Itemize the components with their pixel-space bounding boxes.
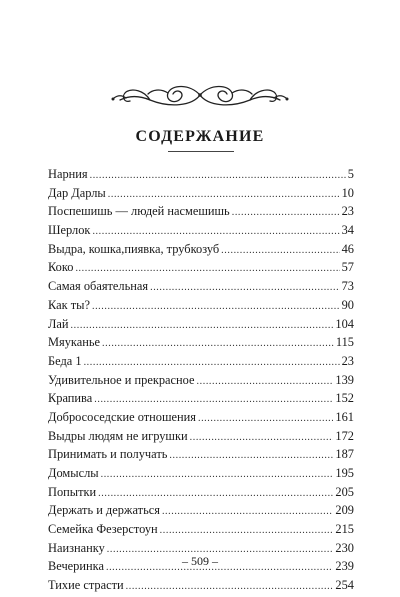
toc-entry[interactable] (48, 501, 354, 520)
dot-leader (162, 503, 333, 522)
toc-entry[interactable] (48, 296, 354, 315)
toc-entry-title: Лай (48, 316, 69, 331)
toc-entry-title: Как ты? (48, 297, 90, 312)
dot-leader (169, 447, 333, 466)
toc-entry[interactable] (48, 427, 354, 446)
dot-leader (160, 522, 334, 541)
toc-entry[interactable] (48, 202, 354, 221)
toc-entry-title: Домыслы (48, 466, 99, 480)
toc-entry[interactable] (48, 389, 354, 408)
toc-entry[interactable] (48, 352, 354, 371)
toc-entry[interactable] (48, 483, 354, 502)
toc-entry[interactable] (48, 464, 354, 483)
dot-leader (102, 335, 334, 354)
toc-entry-title: Добрососедские отношения (48, 409, 196, 424)
dot-leader (190, 429, 334, 448)
toc-entry-page: 254 (335, 578, 354, 593)
dot-leader (198, 410, 333, 429)
toc-entry-title: Мяуканье (48, 335, 101, 350)
dot-leader (71, 317, 334, 336)
toc-entry-page: 46 (341, 241, 354, 256)
toc-entry-title: Выдры людям не игрушки (48, 428, 188, 443)
table-of-contents (48, 165, 354, 595)
toc-entry-page: 10 (341, 185, 354, 200)
toc-entry-page: 187 (335, 447, 354, 462)
toc-entry-title: Нарния (48, 167, 88, 181)
toc-entry-page: 161 (335, 409, 354, 424)
dot-leader (126, 578, 334, 597)
toc-entry-page: 195 (335, 466, 354, 480)
toc-entry-title: Наизнанку (48, 540, 105, 555)
toc-entry-page: 152 (335, 391, 354, 406)
toc-entry-page: 23 (341, 353, 354, 368)
dot-leader (92, 298, 340, 317)
toc-entry[interactable] (48, 445, 354, 464)
toc-entry[interactable] (48, 333, 354, 352)
toc-entry-page: 90 (341, 297, 354, 312)
toc-entry[interactable] (48, 221, 354, 240)
toc-entry-page: 239 (335, 559, 354, 574)
toc-entry-title: Крапива (48, 391, 93, 406)
toc-entry-page: 104 (335, 316, 354, 331)
toc-entry-title: Семейка Фезерстоун (48, 522, 158, 537)
toc-entry-title: Принимать и получать (48, 447, 168, 462)
dot-leader (232, 204, 340, 223)
toc-entry-page: 73 (341, 279, 354, 294)
toc-entry-page: 34 (341, 223, 354, 238)
dot-leader (221, 242, 339, 261)
toc-entry-page: 172 (335, 428, 354, 443)
toc-entry-page: 139 (335, 372, 354, 387)
dot-leader (197, 373, 334, 392)
toc-entry-title: Шерлок (48, 223, 91, 238)
dot-leader (101, 466, 334, 485)
toc-entry[interactable] (48, 240, 354, 259)
toc-entry-title: Выдра, кошка,пиявка, трубкозуб (48, 241, 220, 256)
flourish-ornament-icon (110, 78, 290, 112)
toc-entry-page: 230 (335, 540, 354, 555)
toc-entry[interactable] (48, 277, 354, 296)
dot-leader (150, 279, 340, 298)
toc-entry-title: Беда 1 (48, 353, 82, 368)
heading-underline (168, 151, 234, 152)
toc-entry-page: 115 (335, 335, 354, 350)
toc-entry-title: Поспешишь — людей насмешишь (48, 204, 230, 219)
toc-entry-page: 205 (335, 484, 354, 499)
toc-entry-title: Удивительное и прекрасное (48, 372, 195, 387)
toc-entry-title: Попытки (48, 484, 97, 499)
toc-entry[interactable] (48, 258, 354, 277)
page-number: – 509 – (182, 554, 218, 568)
toc-entry[interactable] (48, 576, 354, 595)
toc-entry-title: Вечеринка (48, 559, 104, 574)
toc-entry-page: 57 (341, 260, 354, 275)
toc-entry[interactable] (48, 371, 354, 390)
toc-entry-title: Тихие страсти (48, 578, 124, 593)
toc-entry[interactable] (48, 408, 354, 427)
toc-entry-title: Самая обаятельная (48, 279, 149, 294)
toc-entry-page: 23 (341, 204, 354, 219)
toc-entry[interactable] (48, 184, 354, 203)
toc-entry[interactable] (48, 165, 354, 184)
toc-entry-title: Коко (48, 260, 74, 275)
toc-entry-title: Держать и держаться (48, 503, 160, 518)
toc-entry-page: 209 (335, 503, 354, 518)
toc-entry-page: 5 (347, 167, 354, 181)
dot-leader (90, 167, 346, 186)
toc-entry[interactable] (48, 520, 354, 539)
toc-entry[interactable] (48, 315, 354, 334)
toc-entry-title: Дар Дарлы (48, 185, 106, 200)
toc-entry-page: 215 (335, 522, 354, 537)
page-title: СОДЕРЖАНИЕ (135, 128, 265, 145)
